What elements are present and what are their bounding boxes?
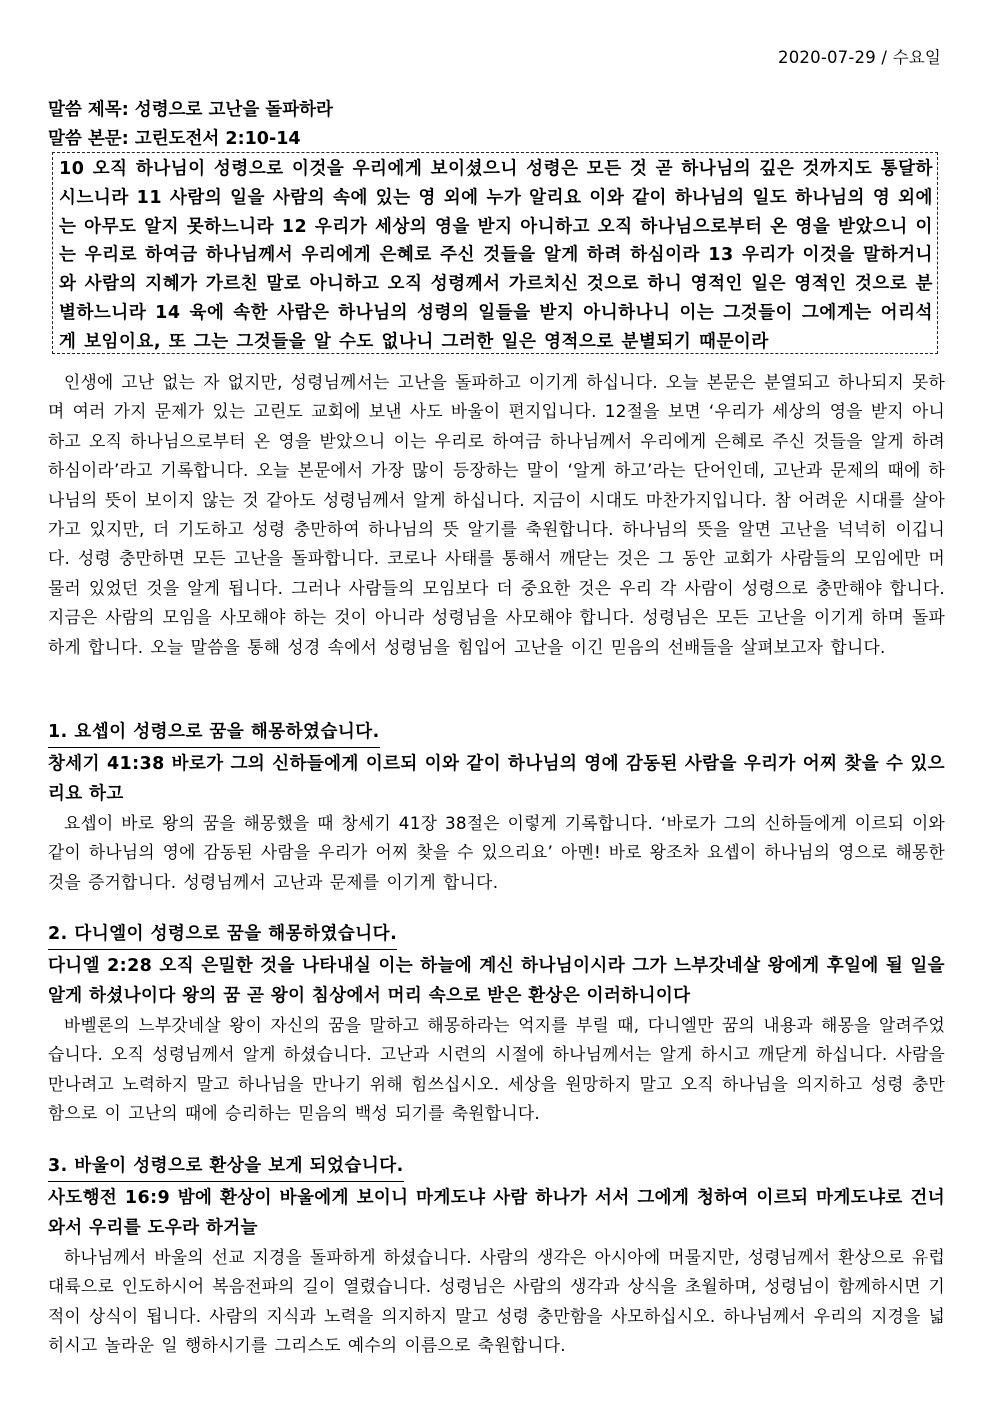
section-paul <box>48 1152 945 1361</box>
section-verse: 창세기 41:38 바로가 그의 신하들에게 이르되 이와 같이 하나님의 영에 감동된 사람을 우리가 어찌 찾을 수 있으리요 하고 <box>48 754 945 804</box>
section-heading: 2. 다니엘이 성령으로 꿈을 해몽하였습니다. <box>48 920 397 950</box>
section-verse: 다니엘 2:28 오직 은밀한 것을 나타내실 이는 하늘에 계신 하나님이시라 그가 느부갓네살 왕에게 후일에 될 일을 알게 하셨나이다 왕의 꿈 곧 왕이 침상에서 머리 속으로 받은 환상은 이러하니이다 <box>48 956 945 1006</box>
section-body: 요셉이 바로 왕의 꿈을 해몽했을 때 창세기 41장 38절은 이렇게 기록합니다. ‘바로가 그의 신하들에게 이르되 이와 같이 하나님의 영에 감동된 사람을 우리가 어찌 찾을 수 있으리요’ 아멘! 바로 왕조차 요셉이 하나님의 영으로 해몽한 것을 증거합니다. 성령님께서 고난과 문제를 이기게 합니다. <box>48 813 945 892</box>
section-verse: 사도행전 16:9 밤에 환상이 바울에게 보이니 마게도냐 사람 하나가 서서 그에게 청하여 이르되 마게도냐로 건너와서 우리를 도우라 하거늘 <box>48 1188 945 1238</box>
section-daniel <box>48 920 945 1129</box>
section-heading: 3. 바울이 성령으로 환상을 보게 되었습니다. <box>48 1152 404 1182</box>
scripture-passage-text: 10 오직 하나님이 성령으로 이것을 우리에게 보이셨으니 성령은 모든 것 곧 하나님의 깊은 것까지도 통달하시느니라 11 사람의 일을 사람의 속에 있는 영 외에 누가 알리요 이와 같이 하나님의 일도 하나님의 영 외에는 아무도 알지 못하느니라 12 우리가 세상의 영을 받지 아니하고 오직 하나님으로부터 온 영을 받았으니 이는 우리로 하여금 하나님께서 우리에게 은혜로 주신 것들을 알게 하려 하심이라 13 우리가 이것을 말하거니와 사람의 지혜가 가르친 말로 아니하고 오직 성령께서 가르치신 것으로 하니 영적인 일은 영적인 것으로 분별하느니라 14 육에 속한 사람은 하나님의 성령의 일들을 받지 아니하나니 이는 그것들이 그에게는 어리석게 보임이요, 또 그는 그것들을 알 수도 없나니 그러한 일은 영적으로 분별되기 때문이라 <box>59 159 933 352</box>
sermon-passage-reference: 말씀 본문: 고린도전서 2:10-14 <box>48 129 301 149</box>
sermon-title: 말씀 제목: 성령으로 고난을 돌파하라 <box>48 100 333 120</box>
scripture-passage-box <box>52 152 938 354</box>
section-body: 바벨론의 느부갓네살 왕이 자신의 꿈을 말하고 해몽하라는 억지를 부릴 때, 다니엘만 꿈의 내용과 해몽을 알려주었습니다. 오직 성령님께서 알게 하셨습니다. 고난과 시련의 시절에 하나님께서는 알게 하시고 깨닫게 하십니다. 사람을 만나려고 노력하지 말고 하나님을 만나기 위해 힘쓰십시오. 세상을 원망하지 말고 오직 하나님을 의지하고 성령 충만함으로 이 고난의 때에 승리하는 믿음의 백성 되기를 축원합니다. <box>48 1015 945 1124</box>
section-body: 하나님께서 바울의 선교 지경을 돌파하게 하셨습니다. 사람의 생각은 아시아에 머물지만, 성령님께서 환상으로 유럽 대륙으로 인도하시어 복음전파의 길이 열렸습니다. 성령님은 사람의 생각과 상식을 초월하며, 성령님이 함께하시면 기적이 상식이 됩니다. 사람의 지식과 노력을 의지하지 말고 성령 충만함을 사모하십시오. 하나님께서 우리의 지경을 넓히시고 놀라운 일 행하시기를 그리스도 예수의 이름으로 축원합니다. <box>48 1247 945 1356</box>
section-joseph <box>48 718 945 897</box>
date-weekday: 2020-07-29 / 수요일 <box>778 48 941 67</box>
section-heading: 1. 요셉이 성령으로 꿈을 해몽하였습니다. <box>48 718 380 748</box>
intro-paragraph: 인생에 고난 없는 자 없지만, 성령님께서는 고난을 돌파하고 이기게 하십니다. 오늘 본문은 분열되고 하나되지 못하며 여러 가지 문제가 있는 고린도 교회에 보낸 사도 바울이 편지입니다. 12절을 보면 ‘우리가 세상의 영을 받지 아니하고 오직 하나님으로부터 온 영을 받았으니 이는 우리로 하여금 하나님께서 우리에게 은혜로 주신 것들을 알게 하려 하심이라’라고 기록합니다. 오늘 본문에서 가장 많이 등장하는 말이 ‘알게 하고’라는 단어인데, 고난과 문제의 때에 하나님의 뜻이 보이지 않는 것 같아도 성령님께서 알게 하십니다. 지금이 시대도 마찬가지입니다. 참 어려운 시대를 살아가고 있지만, 더 기도하고 성령 충만하여 하나님의 뜻 알기를 축원합니다. 하나님의 뜻을 알면 고난을 넉넉히 이깁니다. 성령 충만하면 모든 고난을 돌파합니다. 코로나 사태를 통해서 깨닫는 것은 그 동안 교회가 사람들의 모임에만 머물러 있었던 것을 알게 됩니다. 그러나 사람들의 모임보다 더 중요한 것은 우리 각 사람이 성령으로 충만해야 합니다. 지금은 사람의 모임을 사모해야 하는 것이 아니라 성령님을 사모해야 합니다. 성령님은 모든 고난을 이기게 하며 돌파하게 합니다. 오늘 말씀을 통해 성경 속에서 성령님을 힘입어 고난을 이긴 믿음의 선배들을 살펴보고자 합니다. <box>48 372 945 657</box>
sermon-meta <box>48 96 945 154</box>
